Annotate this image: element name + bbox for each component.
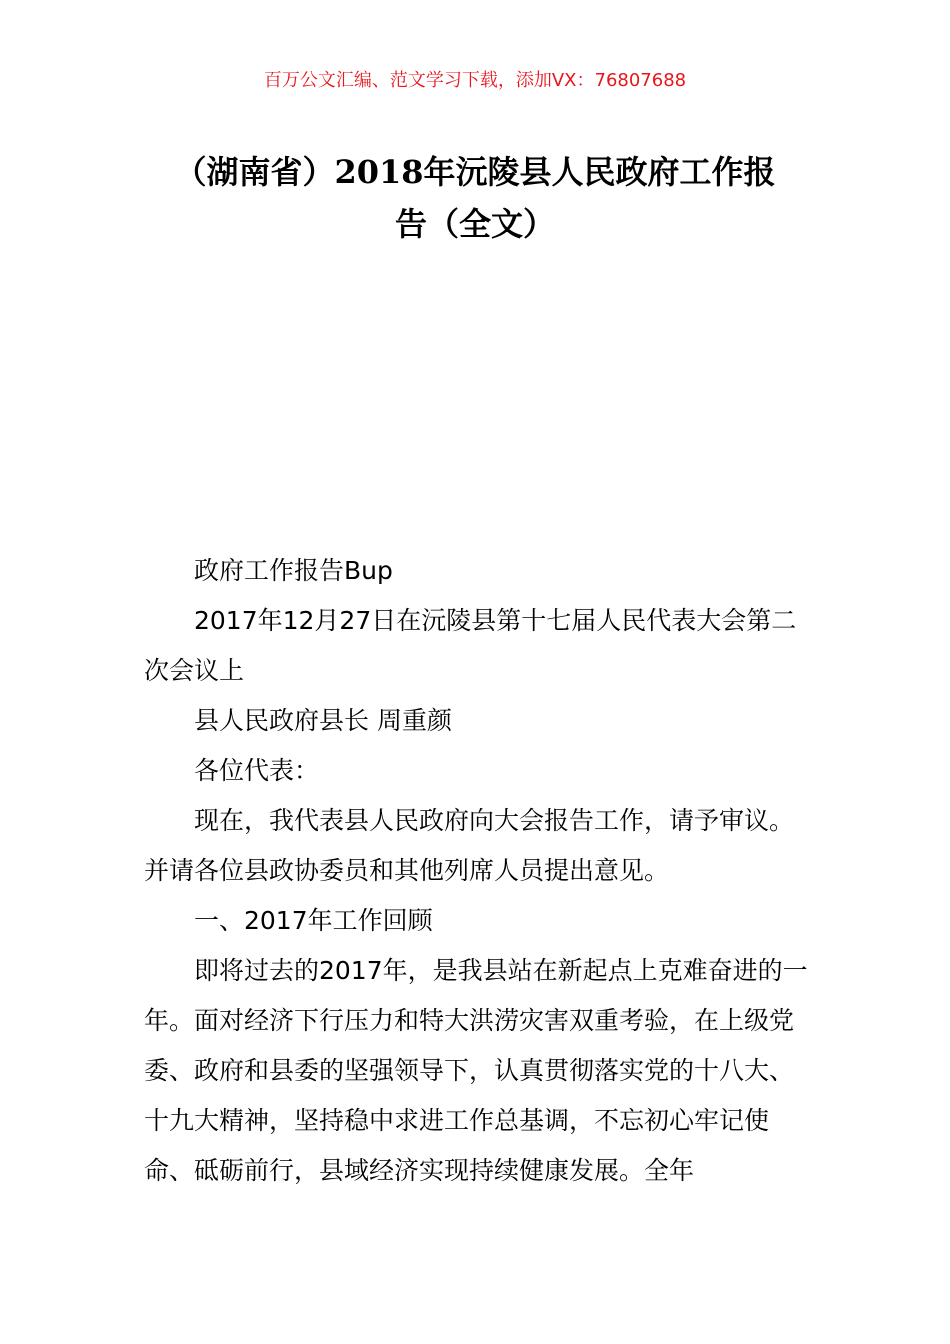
meeting-line: 2017年12月27日在沅陵县第十七届人民代表大会第二次会议上 (144, 606, 797, 685)
report-label: 政府工作报告Bup (194, 556, 393, 585)
title-line-2: 告（全文） (394, 205, 555, 243)
document-body (144, 546, 812, 1196)
paragraph: 即将过去的2017年，是我县站在新起点上克难奋进的一年。面对经济下行压力和特大洪涝灾害双重考验，在上级党委、政府和县委的坚强领导下，认真贯彻落实党的十八大、十九大精神，坚持稳中求进工作总基调，不忘初心牢记使命、砥砺前行，县域经济实现持续健康发展。全年 (144, 956, 808, 1185)
salutation: 各位代表： (194, 756, 320, 785)
document-title (140, 146, 810, 250)
header-note: 百万公文汇编、范文学习下载，添加VX：76807688 (263, 70, 687, 91)
speaker-line: 县人民政府县长 周重颜 (194, 706, 452, 735)
paragraph: 现在，我代表县人民政府向大会报告工作，请予审议。并请各位县政协委员和其他列席人员提出意见。 (144, 806, 795, 885)
section-heading: 一、2017年工作回顾 (194, 906, 433, 935)
title-line-1: （湖南省）2018年沅陵县人民政府工作报 (174, 153, 776, 191)
